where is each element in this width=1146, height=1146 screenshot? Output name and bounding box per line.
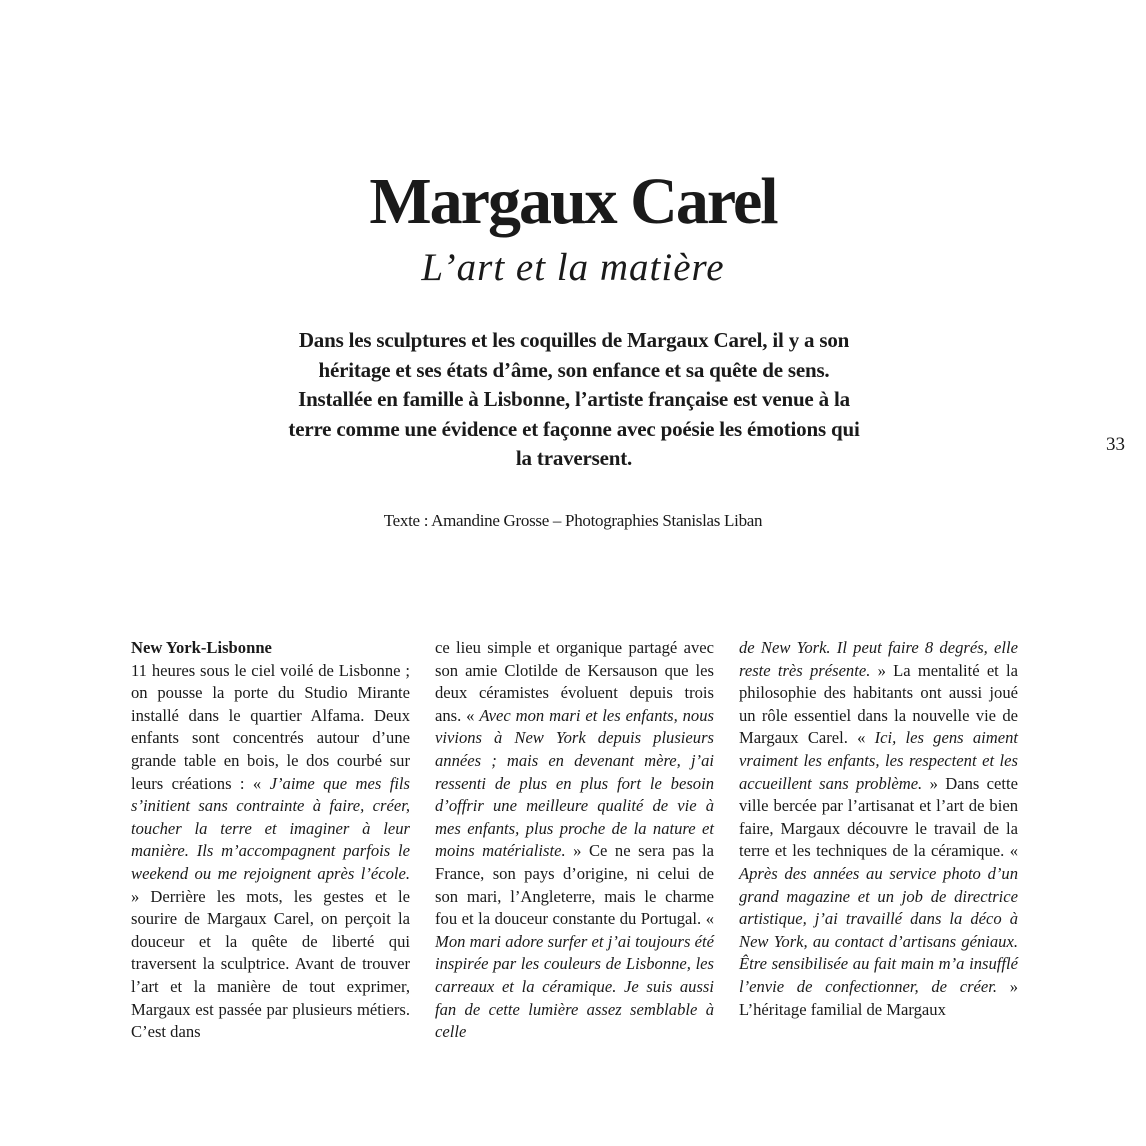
quote-text: Avec mon mari et les enfants, nous vivions à New York depuis plusieurs années ; mais en devenant mère, j’ai ressenti de plus en plus fort le besoin d’offrir une meilleure qualité de vie à mes enfants, plus proche de la nature et moins matérialiste. <box>435 705 714 861</box>
body-text: » Ce ne sera pas la France, son pays d’origine, ni celui de son mari, l’Angleterre, mais le charme fou et la douceur constante du Portugal. « <box>435 841 715 929</box>
body-text: ce lieu simple et organique partagé avec son amie Clotilde de Kersauson que les deux céramistes évoluent depuis trois ans. « <box>435 638 714 725</box>
article-standfirst: Dans les sculptures et les coquilles de Margaux Carel, il y a son héritage et ses états d’âme, son enfance et sa quête de sens. Installée en famille à Lisbonne, l’artiste française est venue à la terre comme une évidence et façonne avec poésie les émotions qui la traversent. <box>288 328 860 470</box>
body-text: » Dans cette ville bercée par l’artisanat et l’art de bien faire, Margaux découvre le travail de la terre et les techniques de la céramique. « <box>739 773 1018 861</box>
article-title: Margaux Carel <box>369 165 777 238</box>
body-paragraph <box>739 637 1018 1021</box>
quote-text: Mon mari adore surfer et j’ai toujours été inspirée par les couleurs de Lisbonne, les carreaux et la céramique. Je suis aussi fan de cette lumière assez semblable à celle <box>435 931 714 1042</box>
article-credits: Texte : Amandine Grosse – Photographies Stanislas Liban <box>383 511 763 530</box>
body-column-3 <box>739 637 1018 1021</box>
quote-text: de New York. Il peut faire 8 degrés, elle reste très présente. <box>739 638 1018 680</box>
article-subtitle: L’art et la matière <box>421 246 725 289</box>
quote-text: Après des années au service photo d’un grand magazine et un job de directrice artistique, j’ai travaillé dans la déco à New York, au contact d’artisans géniaux. Être sensibilisée au fait main m’a insufflé l’envie de confectionner, de créer. <box>739 863 1018 996</box>
body-text: » Derrière les mots, les gestes et le sourire de Margaux Carel, on perçoit la douceur et la quête de liberté qui traversent la sculptrice. Avant de trouver l’art et la manière de tout exprimer, Margaux est passée par plusieurs métiers. C’est dans <box>131 886 410 1042</box>
body-text: » L’héritage familial de Margaux <box>739 976 1019 1019</box>
body-text: 11 heures sous le ciel voilé de Lisbonne ; on pousse la porte du Studio Mirante installé dans le quartier Alfama. Deux enfants sont concentrés autour d’une grande table en bois, le dos courbé sur leurs créations : « <box>131 660 410 793</box>
body-text: » La mentalité et la philosophie des habitants ont aussi joué un rôle essentiel dans la nouvelle vie de Margaux Carel. « <box>739 660 1018 748</box>
body-column-2 <box>435 637 714 1044</box>
body-paragraph <box>131 660 410 1044</box>
body-paragraph <box>435 637 714 1044</box>
quote-text: Ici, les gens aiment vraiment les enfants, les respectent et les accueillent sans problème. <box>739 728 1018 793</box>
section-heading: New York-Lisbonne <box>131 638 272 657</box>
quote-text: J’aime que mes fils s’initient sans contrainte à faire, créer, toucher la terre et imaginer à leur manière. Ils m’accompagnent parfois le weekend ou me rejoignent après l’école. <box>131 773 410 883</box>
body-column-1 <box>131 637 410 1044</box>
page-number: 33 <box>1106 434 1125 455</box>
